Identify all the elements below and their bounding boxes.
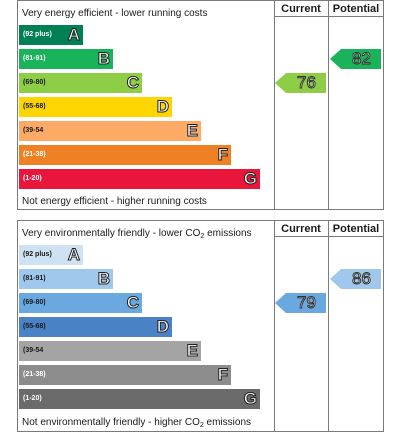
band-a — [19, 25, 83, 45]
header-divider — [274, 16, 383, 17]
rating-arrow-current — [275, 293, 326, 313]
column-divider — [328, 221, 329, 431]
column-header-potential: Potential — [332, 3, 380, 15]
band-range-label: (55-68) — [23, 323, 46, 330]
band-letter: D — [156, 317, 169, 336]
band-letter: D — [156, 97, 169, 116]
band-letter: B — [97, 49, 110, 68]
environmental-impact-chart — [17, 220, 384, 432]
band-range-label: (21-38) — [23, 371, 46, 378]
bottom-caption: Not energy efficient - higher running costs — [22, 196, 207, 207]
band-b — [19, 269, 113, 289]
band-d — [19, 97, 172, 117]
band-c — [19, 73, 142, 93]
rating-arrow-potential — [330, 269, 381, 289]
header-divider — [274, 236, 383, 237]
band-g — [19, 169, 260, 189]
column-header-potential: Potential — [332, 223, 380, 235]
band-f — [19, 145, 231, 165]
top-caption: Very energy efficient - lower running costs — [22, 8, 208, 19]
band-letter: A — [67, 245, 80, 264]
band-b — [19, 49, 113, 69]
band-letter: A — [67, 25, 80, 44]
band-g — [19, 389, 260, 409]
band-range-label: (92 plus) — [23, 251, 52, 258]
column-header-current: Current — [281, 3, 321, 15]
band-letter: F — [217, 365, 228, 384]
band-letter: F — [217, 145, 228, 164]
band-letter: E — [186, 121, 198, 140]
band-letter: G — [243, 389, 257, 408]
band-range-label: (81-91) — [23, 275, 46, 282]
column-divider — [274, 221, 275, 431]
band-e — [19, 341, 201, 361]
band-letter: C — [126, 293, 139, 312]
band-range-label: (69-80) — [23, 79, 46, 86]
bottom-caption: Not environmentally friendly - higher $CO_2$ emissions — [22, 417, 252, 429]
rating-value: 82 — [352, 49, 371, 68]
band-range-label: (81-91) — [23, 55, 46, 62]
band-letter: G — [243, 169, 257, 188]
band-range-label: (39-54 — [23, 347, 44, 354]
energy-efficiency-chart — [17, 0, 384, 210]
band-range-label: (39-54 — [23, 127, 44, 134]
rating-value: 86 — [352, 269, 371, 288]
band-f — [19, 365, 231, 385]
rating-value: 79 — [297, 293, 316, 312]
column-divider — [274, 1, 275, 209]
band-a — [19, 245, 83, 265]
band-e — [19, 121, 201, 141]
band-letter: E — [186, 341, 198, 360]
rating-arrow-current — [275, 73, 326, 93]
column-divider — [328, 1, 329, 209]
column-header-current: Current — [281, 223, 321, 235]
band-range-label: (1-20) — [23, 395, 42, 402]
rating-value: 76 — [297, 73, 316, 92]
band-range-label: (55-68) — [23, 103, 46, 110]
band-d — [19, 317, 172, 337]
band-letter: C — [126, 73, 139, 92]
band-range-label: (1-20) — [23, 175, 42, 182]
band-range-label: (21-38) — [23, 151, 46, 158]
band-range-label: (92 plus) — [23, 31, 52, 38]
top-caption: Very environmentally friendly - lower $CO_2$ emissions — [22, 228, 252, 240]
rating-arrow-potential — [330, 49, 381, 69]
band-range-label: (69-80) — [23, 299, 46, 306]
band-letter: B — [97, 269, 110, 288]
band-c — [19, 293, 142, 313]
